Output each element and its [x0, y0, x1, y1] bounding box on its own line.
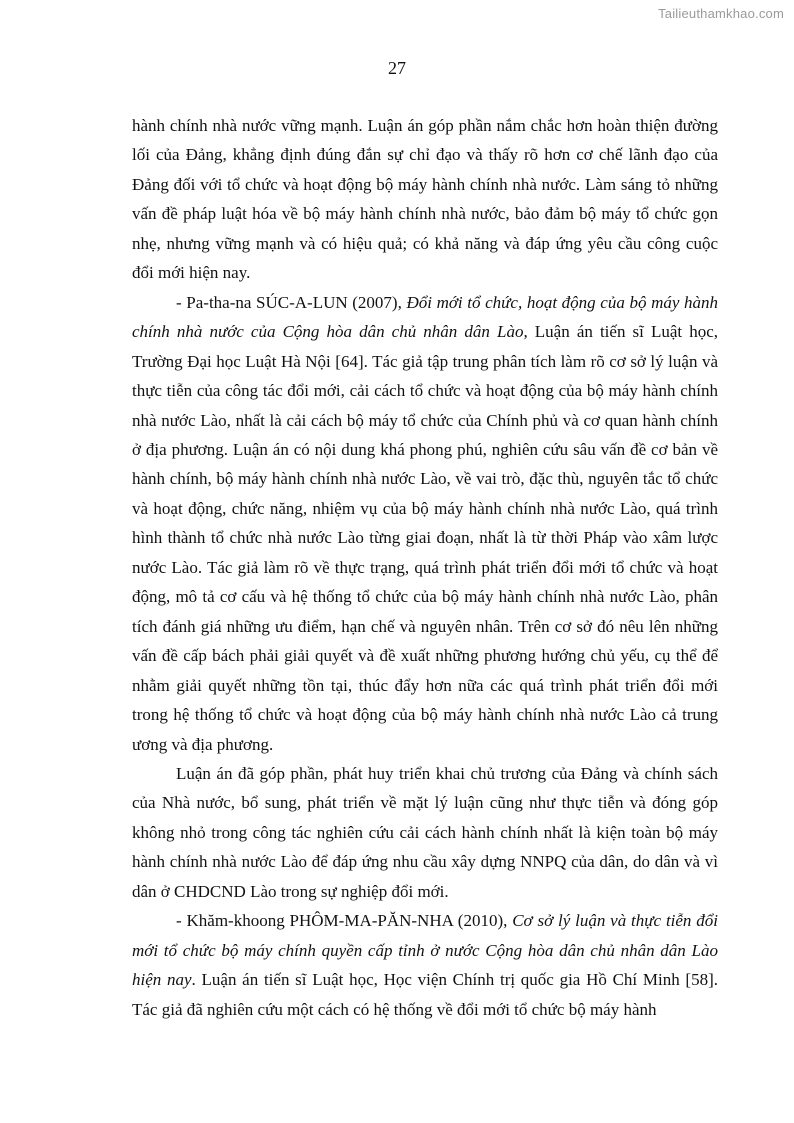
citation-title: Đổi mới tổ chức, hoạt động của bộ máy hành chính nhà nước của Cộng hòa dân chủ nhân dân Lào — [132, 292, 719, 342]
watermark: Tailieuthamkhao.com — [658, 6, 784, 21]
paragraph-text: , Luận án tiến sĩ Luật học, Trường Đại học Luật Hà Nội [64]. Tác giả tập trung phân tích làm rõ cơ sở lý luận và thực tiễn của công tác đổi mới, cải cách tổ chức và hoạt động của bộ máy hành chính nhà nước Lào, nhất là cải cách bộ máy tổ chức của Chính phủ và cơ quan hành chính ở địa phương. Luận án có nội dung khá phong phú, nghiên cứu sâu vấn đề cơ bản về hành chính, bộ máy hành chính nhà nước Lào, về vai trò, đặc thù, nguyên tắc tổ chức và hoạt động, chức năng, nhiệm vụ của bộ máy hành chính nhà nước Lào, quá trình hình thành tổ chức nhà nước Lào từng giai đoạn, nhất là từ thời Pháp vào xâm lược nước Lào. Tác giả làm rõ về thực trạng, quá trình phát triển đổi mới tổ chức và hoạt động, mô tả cơ cấu và hệ thống tổ chức của bộ máy hành chính nhà nước Lào, phân tích đánh giá những ưu điểm, hạn chế và nguyên nhân. Trên cơ sở đó nêu lên những vấn đề cấp bách phải giải quyết và đề xuất những phương hướng chủ yếu, cụ thể để nhằm giải quyết những tồn tại, thúc đẩy hơn nữa các quá trình phát triển đổi mới trong hệ thống tổ chức và hoạt động của bộ máy hành chính nhà nước Lào cả trung ương và địa phương. — [132, 322, 718, 754]
paragraph-2 — [132, 288, 718, 759]
paragraph-4 — [132, 906, 718, 1024]
citation-text: - Khăm-khoong PHÔM-MA-PĂN-NHA (2010), — [176, 911, 513, 931]
paragraph-3 — [132, 759, 718, 906]
paragraph-text: hành chính nhà nước vững mạnh. Luận án góp phần nắm chắc hơn hoàn thiện đường lối của Đảng, khẳng định đúng đắn sự chỉ đạo và thấy rõ hơn cơ chế lãnh đạo của Đảng đối với tổ chức và hoạt động bộ máy hành chính nhà nước. Làm sáng tỏ những vấn đề pháp luật hóa về bộ máy hành chính nhà nước, bảo đảm bộ máy tổ chức gọn nhẹ, nhưng vững mạnh và có hiệu quả; có khả năng và đáp ứng yêu cầu công cuộc đổi mới hiện nay. — [132, 116, 718, 283]
paragraph-text: Luận án đã góp phần, phát huy triển khai chủ trương của Đảng và chính sách của Nhà nước, bổ sung, phát triển về mặt lý luận cũng như thực tiễn và đóng góp không nhỏ trong công tác nghiên cứu cải cách hành chính nhất là kiện toàn bộ máy hành chính nhà nước Lào để đáp ứng nhu cầu xây dựng NNPQ của dân, do dân và vì dân ở CHDCND Lào trong sự nghiệp đổi mới. — [132, 763, 718, 901]
page-number: 27 — [388, 58, 406, 78]
citation-title: Cơ sở lý luận và thực tiễn đổi mới tổ chức bộ máy chính quyền cấp tỉnh ở nước Cộng hòa dân chủ nhân dân Lào hiện nay — [132, 911, 718, 990]
body-text — [132, 111, 718, 1024]
paragraph-1 — [132, 111, 718, 288]
citation-text: - Pa-tha-na SÚC-A-LUN (2007), — [176, 292, 407, 312]
paragraph-text: . Luận án tiến sĩ Luật học, Học viện Chính trị quốc gia Hồ Chí Minh [58]. Tác giả đã nghiên cứu một cách có hệ thống về đổi mới tổ chức bộ máy hành — [132, 970, 718, 1019]
